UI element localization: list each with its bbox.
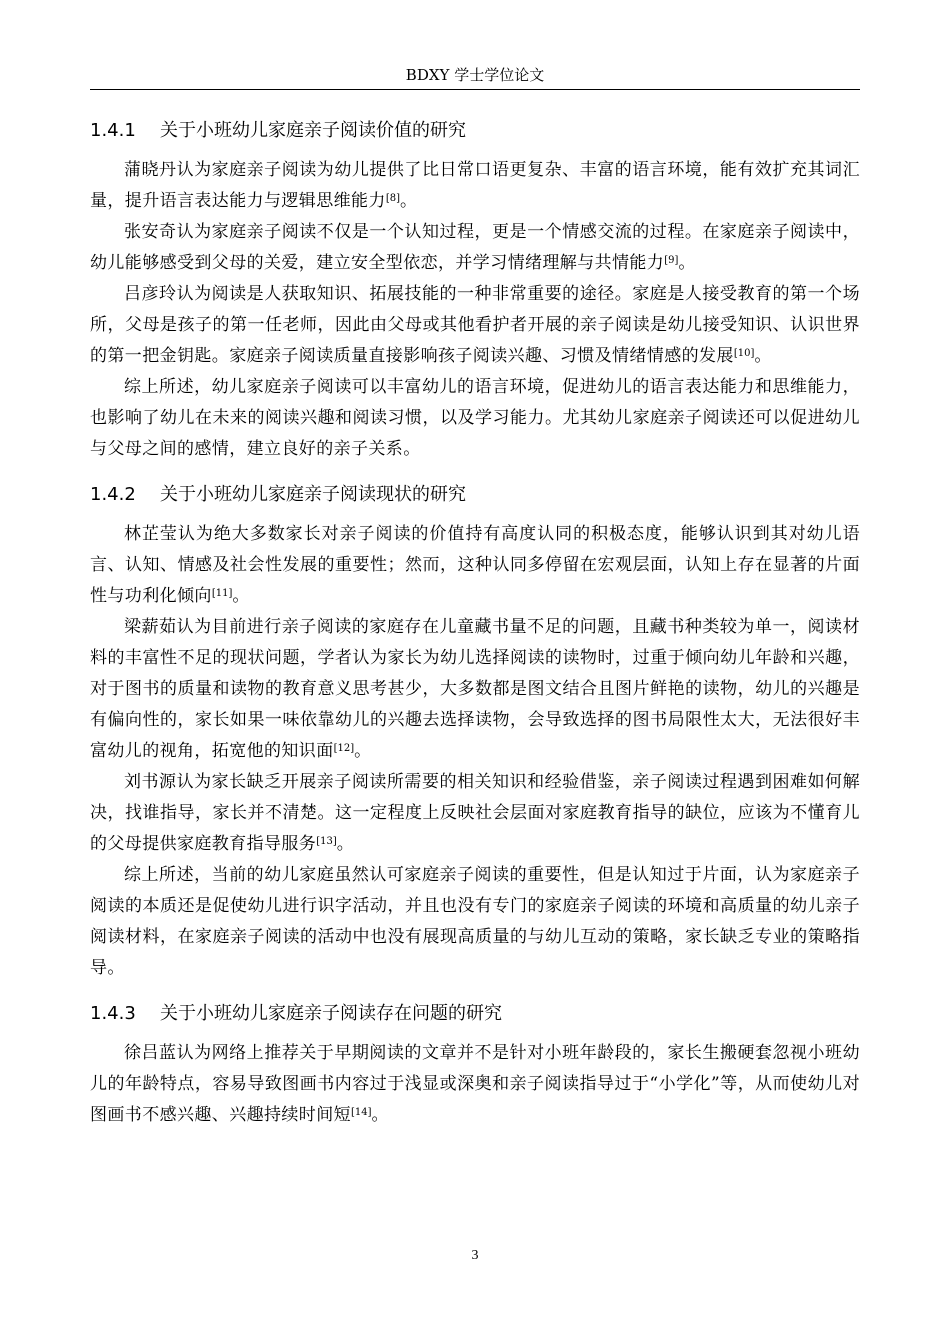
section-number: 1.4.3 [90, 1003, 136, 1024]
citation: [11] [211, 588, 233, 599]
section-heading [90, 480, 860, 510]
section-title: 关于小班幼儿家庭亲子阅读现状的研究 [160, 484, 466, 505]
running-header: BDXY 学士学位论文 [405, 66, 545, 84]
section-title: 关于小班幼儿家庭亲子阅读价值的研究 [160, 120, 466, 141]
paragraph: 刘书源认为家长缺乏开展亲子阅读所需要的相关知识和经验借鉴，亲子阅读过程遇到困难如何解决，找谁指导，家长并不清楚。这一定程度上反映社会层面对家庭教育指导的缺位，应该为不懂育儿的父母提供家庭教育指导服务[13]。 [90, 772, 860, 854]
citation: [8] [385, 193, 400, 204]
paragraph: 梁薪茹认为目前进行亲子阅读的家庭存在儿童藏书量不足的问题，且藏书种类较为单一，阅读材料的丰富性不足的现状问题，学者认为家长为幼儿选择阅读的读物时，过重于倾向幼儿年龄和兴趣，对于图书的质量和读物的教育意义思考甚少，大多数都是图文结合且图片鲜艳的读物，幼儿的兴趣是有偏向性的，家长如果一味依靠幼儿的兴趣去选择读物，会导致选择的图书局限性太大，无法很好丰富幼儿的视角，拓宽他的知识面[12]。 [90, 617, 860, 761]
paragraph: 综上所述，当前的幼儿家庭虽然认可家庭亲子阅读的重要性，但是认知过于片面，认为家庭亲子阅读的本质还是促使幼儿进行识字活动，并且也没有专门的家庭亲子阅读的环境和高质量的幼儿亲子阅读材料，在家庭亲子阅读的活动中也没有展现高质量的与幼儿互动的策略，家长缺乏专业的策略指导。 [90, 865, 860, 978]
section-number: 1.4.2 [90, 484, 136, 505]
citation: [9] [664, 255, 679, 266]
paragraph: 综上所述，幼儿家庭亲子阅读可以丰富幼儿的语言环境，促进幼儿的语言表达能力和思维能力，也影响了幼儿在未来的阅读兴趣和阅读习惯，以及学习能力。尤其幼儿家庭亲子阅读还可以促进幼儿与父母之间的感情，建立良好的亲子关系。 [90, 377, 860, 459]
citation: [14] [351, 1107, 372, 1118]
section-number: 1.4.1 [90, 120, 136, 141]
citation: [12] [333, 743, 355, 754]
paragraph: 蒲晓丹认为家庭亲子阅读为幼儿提供了比日常口语更复杂、丰富的语言环境，能有效扩充其词汇量，提升语言表达能力与逻辑思维能力[8]。 [90, 160, 860, 211]
paragraph: 张安奇认为家庭亲子阅读不仅是一个认知过程，更是一个情感交流的过程。在家庭亲子阅读中，幼儿能够感受到父母的关爱，建立安全型依恋，并学习情绪理解与共情能力[9]。 [90, 222, 860, 273]
page-number: 3 [471, 1248, 479, 1263]
paragraph: 林芷莹认为绝大多数家长对亲子阅读的价值持有高度认同的积极态度，能够认识到其对幼儿语言、认知、情感及社会性发展的重要性；然而，这种认同多停留在宏观层面，认知上存在显著的片面性与功利化倾向[11]。 [90, 524, 860, 606]
paragraph: 徐吕蓝认为网络上推荐关于早期阅读的文章并不是针对小班年龄段的，家长生搬硬套忽视小班幼儿的年龄特点，容易导致图画书内容过于浅显或深奥和亲子阅读指导过于“小学化”等，从而使幼儿对图画书不感兴趣、兴趣持续时间短[14]。 [90, 1043, 860, 1125]
header-rule [90, 89, 860, 90]
section-heading [90, 999, 860, 1029]
citation: [13] [316, 836, 337, 847]
section-heading [90, 116, 860, 146]
section-title: 关于小班幼儿家庭亲子阅读存在问题的研究 [160, 1003, 502, 1024]
page-body [90, 116, 860, 1131]
paragraph: 吕彦玲认为阅读是人获取知识、拓展技能的一种非常重要的途径。家庭是人接受教育的第一个场所，父母是孩子的第一任老师，因此由父母或其他看护者开展的亲子阅读是幼儿接受知识、认识世界的第一把金钥匙。家庭亲子阅读质量直接影响孩子阅读兴趣、习惯及情绪情感的发展[10]。 [90, 284, 860, 366]
citation: [10] [733, 348, 755, 359]
